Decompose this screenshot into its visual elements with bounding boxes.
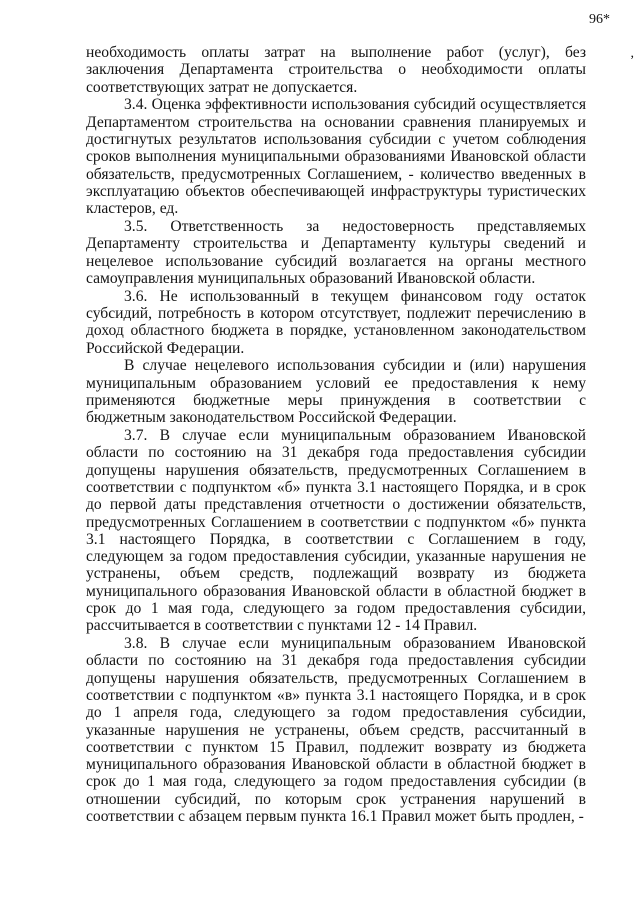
paragraph-3-7: 3.7. В случае если муниципальным образованием Ивановской области по состоянию на 31 декабря года предоставления субсидии допущены нарушения обязательств, предусмотренных Соглашением в соответствии с подпунктом «б» пункта 3.1 настоящего Порядка, и в срок до первой даты представления отчетности о достижении обязательств, предусмотренных Соглашением в соответствии с подпунктом «б» пункта 3.1 настоящего Порядка, в соответствии с Соглашением в году, следующем за годом предоставления субсидии, указанные нарушения не устранены, объем средств, подлежащий возврату из бюджета муниципального образования Ивановской области в областной бюджет в срок до 1 мая года, следующего за годом предоставления субсидии, рассчитывается в соответствии с пунктами 12 - 14 Правил.: [86, 427, 586, 635]
page-number-value: 96: [589, 12, 603, 27]
paragraph-3-8: 3.8. В случае если муниципальным образованием Ивановской области по состоянию на 31 декабря года предоставления субсидии допущены нарушения обязательств, предусмотренных Соглашением в соответствии с подпунктом «в» пункта 3.1 настоящего Порядка, и в срок до 1 апреля года, следующего за годом предоставления субсидии, указанные нарушения не устранены, объем средств, рассчитанный в соответствии с пунктом 15 Правил, подлежит возврату из бюджета муниципального образования Ивановской области в областной бюджет в срок до 1 мая года, следующего за годом предоставления субсидии (в отношении субсидий, по которым срок устранения нарушений в соответствии с абзацем первым пункта 16.1 Правил может быть продлен, -: [86, 635, 586, 826]
paragraph-continuation: необходимость оплаты затрат на выполнение работ (услуг), без заключения Департамента строительства о необходимости оплаты соответствующих затрат не допускается.: [86, 44, 586, 96]
paragraph-3-6: 3.6. Не использованный в текущем финансовом году остаток субсидий, потребность в котором отсутствует, подлежит перечислению в доход областного бюджета в порядке, установленном законодательством Российской Федерации.: [86, 287, 586, 357]
paragraph-misuse: В случае нецелевого использования субсидии и (или) нарушения муниципальным образованием условий ее предоставления к нему применяются бюджетные меры принуждения в соответствии с бюджетным законодательством Российской Федерации.: [86, 357, 586, 427]
paragraph-3-4: 3.4. Оценка эффективности использования субсидий осуществляется Департаментом строительства на основании сравнения планируемых и достигнутых результатов использования субсидии с учетом соблюдения сроков выполнения муниципальными образованиями Ивановской области обязательств, предусмотренных Соглашением, - количество введенных в эксплуатацию объектов обеспечивающей инфраструктуры туристических кластеров, ед.: [86, 96, 586, 218]
page-number: [589, 12, 610, 28]
margin-mark: ,: [630, 46, 634, 61]
page-number-mark: *: [603, 12, 610, 27]
paragraph-3-5: 3.5. Ответственность за недостоверность представляемых Департаменту строительства и Департаменту культуры сведений и нецелевое использование субсидий возлагается на органы местного самоуправления муниципальных образований Ивановской области.: [86, 217, 586, 287]
document-body: [86, 44, 586, 825]
